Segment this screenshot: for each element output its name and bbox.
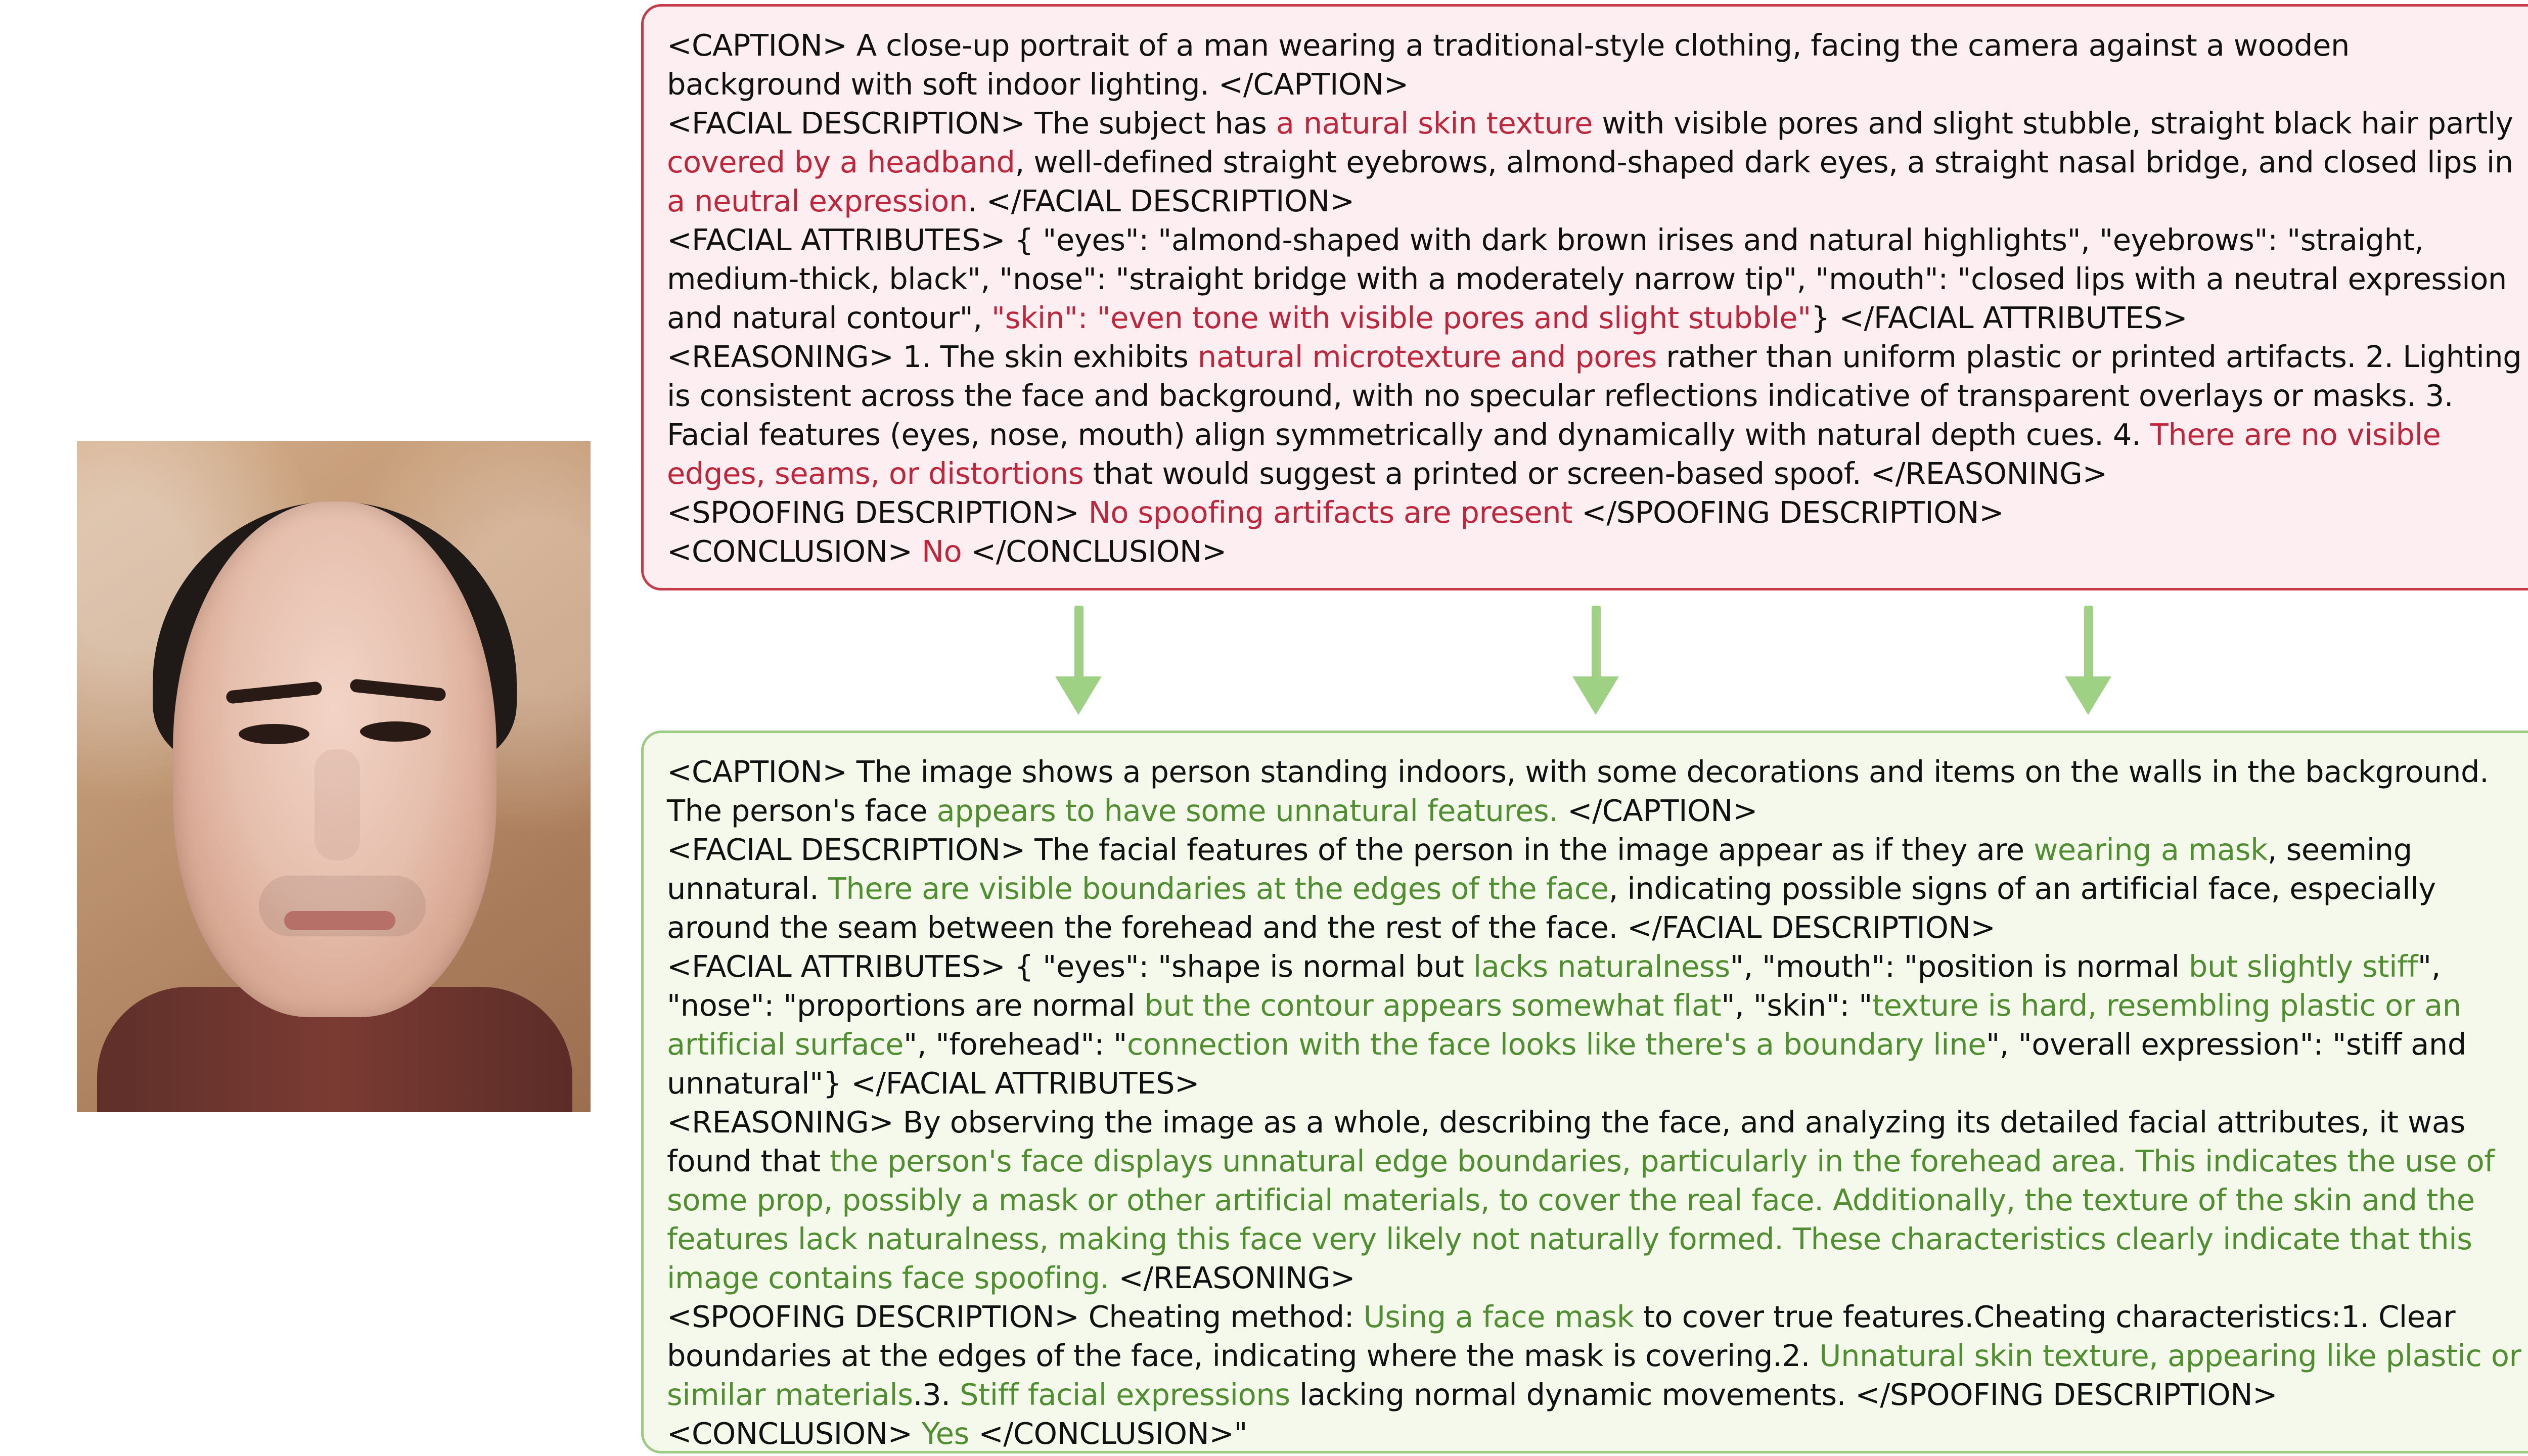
down-arrow-icon (1054, 606, 1103, 717)
tag-conclusion-close: </CONCLUSION> (962, 534, 1227, 569)
tag-spoofing-description-close: </SPOOFING DESCRIPTION> (1572, 495, 2004, 530)
facial-attributes-text: ", "forehead": " (904, 1027, 1127, 1062)
tag-spoofing-description-open: <SPOOFING DESCRIPTION> (667, 495, 1079, 530)
tag-conclusion-open: <CONCLUSION> (667, 534, 913, 569)
caption-text: A close-up portrait of a man wearing a traditional-style clothing, facing the camera against a wooden background with soft indoor lighting. (667, 28, 2350, 102)
top-conclusion (667, 532, 2526, 571)
face-photo (77, 441, 591, 1112)
tag-conclusion-close: </CONCLUSION>" (969, 1416, 1248, 1451)
bottom-caption (667, 752, 2526, 830)
tag-facial-attributes-open: <FACIAL ATTRIBUTES> (667, 222, 1006, 257)
top-spoofing-description (667, 493, 2526, 532)
facial-attributes-text: ", "skin": " (1721, 988, 1872, 1023)
tag-reasoning-close: </REASONING> (1118, 1260, 1356, 1295)
photo-right-eye (360, 721, 431, 742)
tag-caption-open: <CAPTION> (667, 28, 847, 63)
facial-description-text: . (967, 184, 986, 218)
tag-facial-description-open: <FACIAL DESCRIPTION> (667, 832, 1025, 867)
highlight-text: wearing a mask (2034, 832, 2268, 867)
tag-spoofing-description-open: <SPOOFING DESCRIPTION> (667, 1299, 1079, 1334)
tag-caption-close: </CAPTION> (1567, 793, 1757, 828)
bottom-spoofing-description (667, 1297, 2526, 1414)
bottom-facial-description (667, 830, 2526, 947)
highlight-text: but the contour appears somewhat flat (1144, 988, 1722, 1023)
highlight-text: There are visible boundaries at the edges of the face (828, 871, 1609, 906)
real-face-annotation-box (641, 4, 2528, 590)
conclusion-value: No (912, 534, 962, 569)
highlight-text: Stiff facial expressions (959, 1377, 1290, 1412)
facial-attributes-text: { "eyes": "shape is normal but (1005, 949, 1473, 984)
reasoning-text: rather than uniform plastic or printed artifacts. 2. Lighting is consistent across the face and background, with no specular reflections indicative of transparent overlays or masks. 3. Facial features (eyes, nose, mouth) align symmetrically and dynamically with natural depth cues. 4. (667, 339, 2522, 452)
down-arrow-icon (2064, 606, 2112, 717)
top-reasoning (667, 337, 2526, 493)
facial-attributes-text: { "eyes": "almond-shaped with dark brown irises and natural highlights", "eyebrows": "straight, medium-thick, black", "nose": "straight bridge with a moderately narrow tip", "mouth": "closed lips with a neutral expression and natural contour", (667, 222, 2507, 335)
highlight-text: texture is hard, resembling plastic or an artificial surface (667, 988, 2461, 1062)
reasoning-text: that would suggest a printed or screen-based spoof. (1084, 456, 1871, 491)
highlight-text: a natural skin texture (1276, 106, 1593, 141)
spoofing-description-text: to cover true features.Cheating characteristics:1. Clear boundaries at the edges of the face, indicating where the mask is covering.2. (667, 1299, 2456, 1373)
highlight-text: lacks naturalness (1473, 949, 1730, 984)
facial-attributes-text: ", "mouth": "position is normal (1730, 949, 2189, 984)
tag-reasoning-close: </REASONING> (1870, 456, 2107, 491)
highlight-text: but slightly stiff (2188, 949, 2418, 984)
top-facial-attributes (667, 220, 2526, 337)
reasoning-text (1109, 1260, 1118, 1295)
caption-text: The image shows a person standing indoors, with some decorations and items on the walls in the background. The person's face (667, 754, 2489, 828)
highlight-text: the person's face displays unnatural edge boundaries, particularly in the forehead area. This indicates the use of some prop, possibly a mask or other artificial materials, to cover the real face. Additionally, the texture of the skin and the features lack naturalness, making this face very likely not naturally formed. These characteristics clearly indicate that this image contains face spoofing. (667, 1144, 2495, 1295)
photo-nose (314, 749, 360, 860)
highlight-text: Using a face mask (1363, 1299, 1634, 1334)
caption-text (1558, 793, 1567, 828)
highlight-text: No spoofing artifacts are present (1079, 495, 1572, 530)
tag-reasoning-open: <REASONING> (667, 1105, 894, 1140)
spoof-face-annotation-box (641, 731, 2528, 1453)
reasoning-text: 1. The skin exhibits (893, 339, 1198, 374)
facial-description-text: The subject has (1025, 106, 1276, 141)
tag-caption-close: </CAPTION> (1218, 67, 1409, 102)
facial-attributes-text: ", "nose": "proportions are normal (667, 949, 2441, 1023)
tag-facial-description-close: </FACIAL DESCRIPTION> (986, 184, 1355, 218)
tag-facial-attributes-open: <FACIAL ATTRIBUTES> (667, 949, 1006, 984)
facial-description-text: The facial features of the person in the image appear as if they are (1025, 832, 2034, 867)
highlight-text: Unnatural skin texture, appearing like plastic or similar materials (667, 1338, 2521, 1412)
bottom-conclusion (667, 1414, 2526, 1453)
down-arrow-icon (1571, 606, 1620, 717)
highlight-text: There are no visible edges, seams, or distortions (667, 417, 2441, 491)
tag-facial-description-open: <FACIAL DESCRIPTION> (667, 106, 1025, 141)
tag-reasoning-open: <REASONING> (667, 339, 894, 374)
photo-left-eye (239, 724, 309, 744)
highlight-text: natural microtexture and pores (1197, 339, 1657, 374)
highlight-text: "skin": "even tone with visible pores and slight stubble" (991, 300, 1811, 335)
spoofing-description-text: .3. (913, 1377, 960, 1412)
conclusion-value: Yes (912, 1416, 969, 1451)
bottom-facial-attributes (667, 947, 2526, 1103)
spoofing-description-text: lacking normal dynamic movements. (1290, 1377, 1856, 1412)
tag-caption-open: <CAPTION> (667, 754, 847, 789)
facial-description-text: , well-defined straight eyebrows, almond-shaped dark eyes, a straight nasal bridge, and closed lips in (1015, 145, 2513, 179)
facial-description-text: , seeming unnatural. (667, 832, 2412, 906)
tag-spoofing-description-close: </SPOOFING DESCRIPTION> (1855, 1377, 2278, 1412)
spoofing-description-text: Cheating method: (1079, 1299, 1364, 1334)
facial-attributes-text: ", "overall expression": "stiff and unnatural"} (667, 1027, 2466, 1101)
highlight-text: appears to have some unnatural features. (936, 793, 1558, 828)
highlight-text: covered by a headband (667, 145, 1015, 179)
tag-facial-attributes-close: </FACIAL ATTRIBUTES> (1839, 300, 2188, 335)
facial-description-text: , indicating possible signs of an artificial face, especially around the seam between the forehead and the rest of the face. (667, 871, 2436, 945)
top-caption (667, 26, 2526, 104)
reasoning-text: By observing the image as a whole, describing the face, and analyzing its detailed facial attributes, it was found that (667, 1105, 2465, 1178)
photo-mouth (284, 911, 395, 930)
top-facial-description (667, 104, 2526, 220)
tag-conclusion-open: <CONCLUSION> (667, 1416, 913, 1451)
highlight-text: connection with the face looks like there's a boundary line (1126, 1027, 1987, 1062)
facial-attributes-text: } (1811, 300, 1839, 335)
bottom-reasoning (667, 1103, 2526, 1297)
facial-description-text: with visible pores and slight stubble, straight black hair partly (1593, 106, 2513, 141)
tag-facial-attributes-close: </FACIAL ATTRIBUTES> (851, 1066, 1200, 1101)
highlight-text: a neutral expression (667, 184, 968, 218)
tag-facial-description-close: </FACIAL DESCRIPTION> (1627, 910, 1996, 945)
